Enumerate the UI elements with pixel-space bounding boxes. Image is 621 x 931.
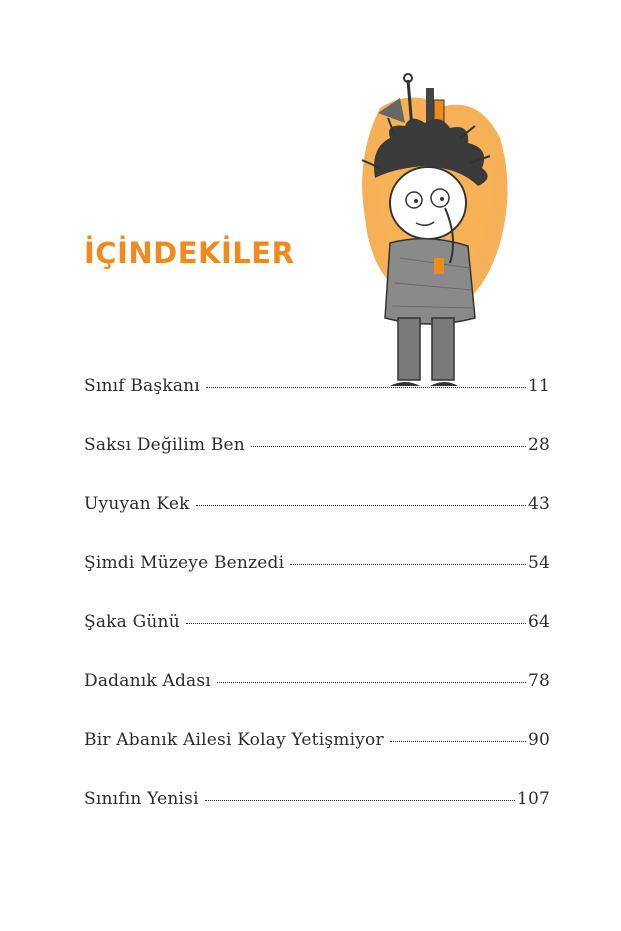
toc-entry-title: Uyuyan Kek [84,494,190,514]
toc-entry-title: Şaka Günü [84,612,180,632]
dot-leader [205,800,515,801]
toc-entry-title: Dadanık Adası [84,671,211,691]
toc-entry-page: 64 [527,612,550,632]
toc-entry[interactable] [84,789,550,848]
toc-entry[interactable] [84,494,550,553]
dot-leader [290,564,526,565]
boy-illustration [350,68,520,398]
toc-entry-page: 43 [527,494,550,514]
toc-entry-title: Sınıf Başkanı [84,376,200,396]
toc-entry-title: Bir Abanık Ailesi Kolay Yetişmiyor [84,730,384,750]
toc-entry[interactable] [84,671,550,730]
toc-entry[interactable] [84,730,550,789]
toc-entry-page: 107 [516,789,550,809]
dot-leader [217,682,526,683]
toc-entry-title: Saksı Değilim Ben [84,435,245,455]
dot-leader [206,387,526,388]
page-title: İÇİNDEKİLER [84,236,295,270]
toc-entry[interactable] [84,553,550,612]
toc-entry-page: 54 [527,553,550,573]
dot-leader [251,446,526,447]
toc-entry[interactable] [84,435,550,494]
dot-leader [390,741,526,742]
dot-leader [186,623,526,624]
toc-entry[interactable] [84,612,550,671]
toc-entry-page: 90 [527,730,550,750]
toc-entry-page: 11 [527,376,550,396]
table-of-contents [84,376,550,848]
toc-entry-title: Sınıfın Yenisi [84,789,199,809]
toc-entry-page: 28 [527,435,550,455]
toc-entry-page: 78 [527,671,550,691]
dot-leader [196,505,526,506]
toc-entry[interactable] [84,376,550,435]
toc-entry-title: Şimdi Müzeye Benzedi [84,553,285,573]
